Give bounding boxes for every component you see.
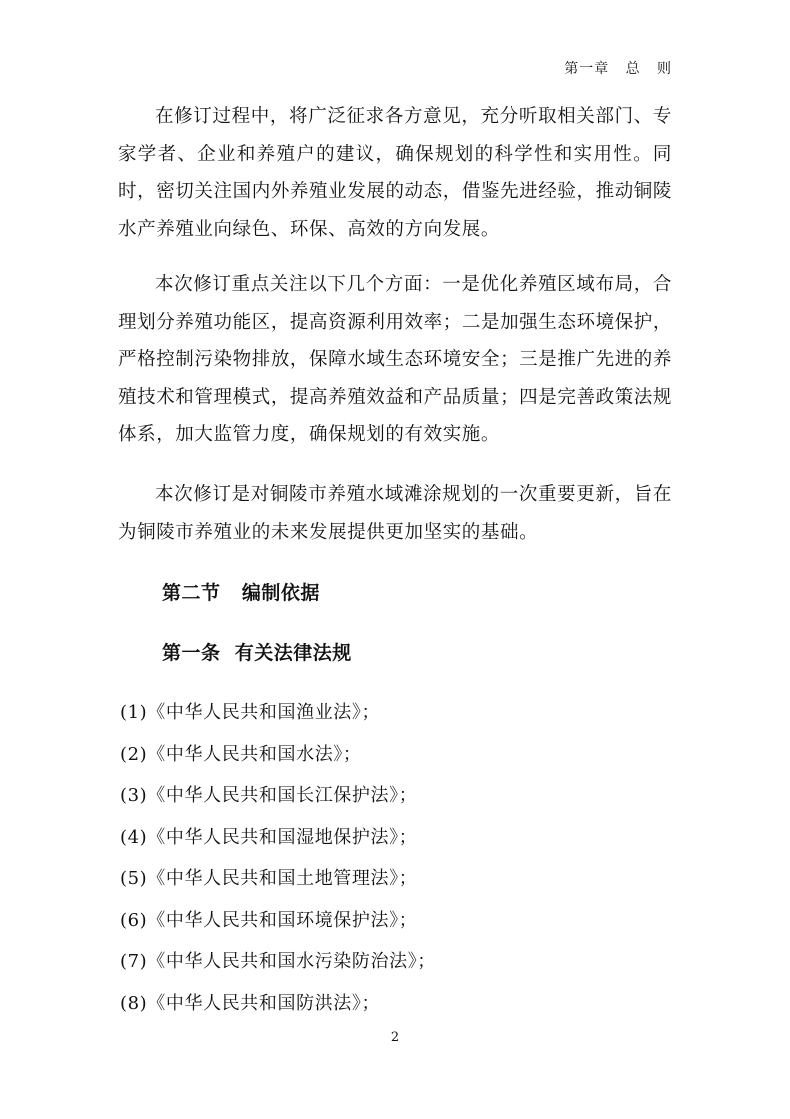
page-number: 2 [390,1030,400,1045]
body-paragraph-revision-process [118,98,672,248]
paragraph-text: 本次修订重点关注以下几个方面：一是优化养殖区域布局，合理划分养殖功能区，提高资源利用效率；二是加强生态环境保护，严格控制污染物排放，保障水域生态环境安全；三是推广先进的养殖技术和管理模式，提高养殖效益和产品质量；四是完善政策法规体系，加大监管力度，确保规划的有效实施。 [118,274,672,445]
article-heading: 第一条 有关法律法规 [162,642,352,664]
law-list-item: (7)《中华人民共和国水污染防治法》； [120,951,436,972]
law-list-item: (3)《中华人民共和国长江保护法》； [120,785,418,806]
paragraph-text: 本次修订是对铜陵市养殖水域滩涂规划的一次重要更新，旨在为铜陵市养殖业的未来发展提供更加坚实的基础。 [118,484,672,543]
law-list [120,698,436,1030]
law-list-item: (4)《中华人民共和国湿地保护法》； [120,826,418,848]
law-list-item: (1)《中华人民共和国渔业法》； [120,702,381,723]
law-list-item: (5)《中华人民共和国土地管理法》； [120,868,418,889]
running-header: 第一章 总 则 [564,61,672,77]
body-paragraph-revision-summary [118,476,672,551]
law-list-item: (8)《中华人民共和国防洪法》； [120,992,381,1014]
law-list-item: (6)《中华人民共和国环境保护法》； [120,909,418,931]
section-heading: 第二节 编制依据 [162,582,320,604]
law-list-item: (2)《中华人民共和国水法》； [120,743,362,765]
paragraph-text: 在修订过程中，将广泛征求各方意见，充分听取相关部门、专家学者、企业和养殖户的建议，确保规划的科学性和实用性。同时，密切关注国内外养殖业发展的动态，借鉴先进经验，推动铜陵水产养殖业向绿色、环保、高效的方向发展。 [118,106,672,240]
body-paragraph-revision-focus [118,266,672,454]
